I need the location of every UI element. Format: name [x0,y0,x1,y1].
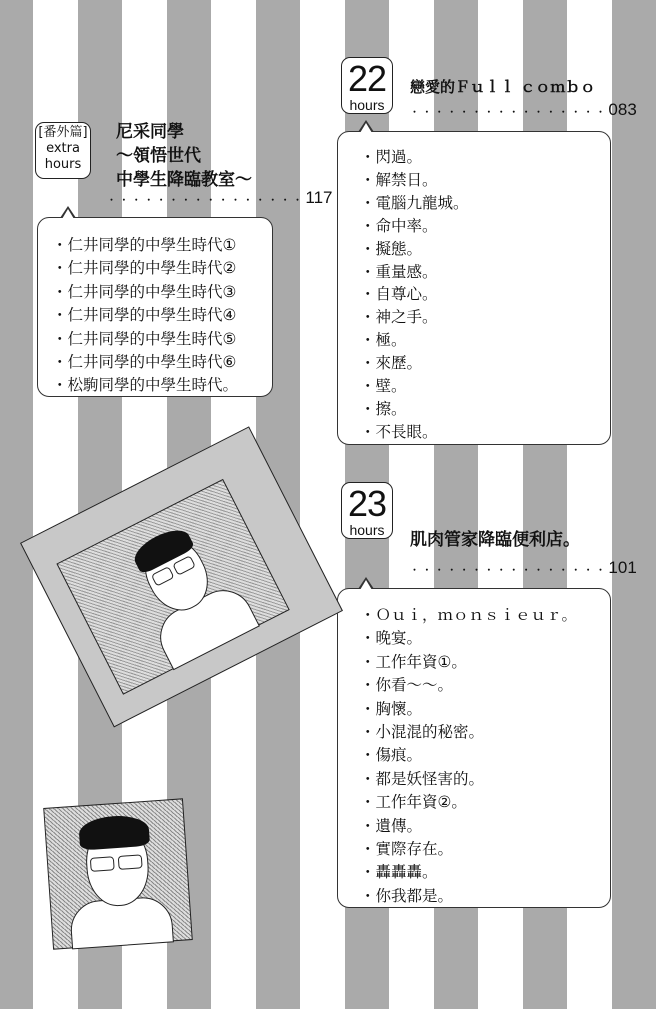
list-item: ・ 不長眼。 [360,421,610,444]
chapter-22-episode-list [360,146,610,444]
list-item: ・ 仁井同學的中學生時代④ [52,304,272,327]
list-item: ・ 壁。 [360,375,610,398]
list-item: ・ 仁井同學的中學生時代⑥ [52,351,272,374]
chapter-number: 22 [347,58,387,99]
extra-page-leader: ・・・・・・・・・・・・・・・・117 [107,188,333,207]
chapter-23-episode-list [360,604,610,908]
list-item: ・ 工作年資②。 [360,791,610,814]
extra-tag-label-hours: hours [44,157,82,172]
list-item: ・ 電腦九龍城。 [360,192,610,215]
list-item: ・ 晚宴。 [360,627,610,650]
chapter-23-title: 肌肉管家降臨便利店。 [410,530,580,550]
chapter-23-page-number: 101 [608,558,637,577]
list-item: ・ 仁井同學的中學生時代⑤ [52,328,272,351]
list-item: ・ 擦。 [360,398,610,421]
extra-tag-label: [番外篇] [38,125,88,140]
list-item: ・ 命中率。 [360,215,610,238]
list-item: ・ 你看～～。 [360,674,610,697]
list-item: ・ 你我都是。 [360,885,610,908]
bubble-tail [358,577,374,589]
chapter-23-contents-bubble [337,588,611,908]
list-item: ・ 胸懷。 [360,698,610,721]
list-item: ・ 自尊心。 [360,283,610,306]
list-item: ・ 仁井同學的中學生時代① [52,234,272,257]
glasses-icon [118,854,143,870]
list-item: ・ 來歷。 [360,352,610,375]
list-item: ・ 重量感。 [360,261,610,284]
chapter-23-tag [341,482,393,539]
list-item: ・ 閃過。 [360,146,610,169]
extra-chapter-title: 尼采同學 ～領悟世代 中學生降臨教室～ [116,122,252,190]
list-item: ・ 傷痕。 [360,744,610,767]
chapter-unit: hours [349,97,385,113]
chapter-22-page-leader: ・・・・・・・・・・・・・・・・083 [410,100,637,119]
list-item: ・ 神之手。 [360,306,610,329]
list-item: ・ 實際存在。 [360,838,610,861]
list-item: ・ 擬態。 [360,238,610,261]
chapter-number: 23 [347,483,387,524]
extra-episode-list [52,234,272,398]
extra-contents-bubble [37,217,273,397]
list-item: ・ 極。 [360,329,610,352]
bubble-tail [60,206,76,218]
list-item: ・ 松駒同學的中學生時代。 [52,374,272,397]
extra-hours-tag [35,122,91,179]
chapter-22-page-number: 083 [608,100,637,119]
chapter-22-tag [341,57,393,114]
chapter-22-title: 戀愛的Ｆｕｌｌ ｃｏｍｂｏ [410,78,596,96]
list-item: ・ 遺傳。 [360,815,610,838]
bubble-tail [358,120,374,132]
list-item: ・ 小混混的秘密。 [360,721,610,744]
chapter-unit: hours [349,522,385,538]
chapter-22-contents-bubble [337,131,611,445]
list-item: ・ 仁井同學的中學生時代③ [52,281,272,304]
hair-shape [78,814,150,851]
list-item: ・ 轟轟轟。 [360,861,610,884]
glasses-icon [90,856,115,872]
list-item: ・ 都是妖怪害的。 [360,768,610,791]
small-photo-illustration [43,798,193,949]
chapter-23-page-leader: ・・・・・・・・・・・・・・・・101 [410,558,637,577]
extra-page-number: 117 [305,188,333,207]
extra-tag-label-extra: extra [46,141,80,156]
list-item: ・ 解禁日。 [360,169,610,192]
list-item: ・ 仁井同學的中學生時代② [52,257,272,280]
list-item: ・ 工作年資①。 [360,651,610,674]
list-item: ・ Ｏｕｉ，ｍｏｎｓｉｅｕｒ。 [360,604,610,627]
